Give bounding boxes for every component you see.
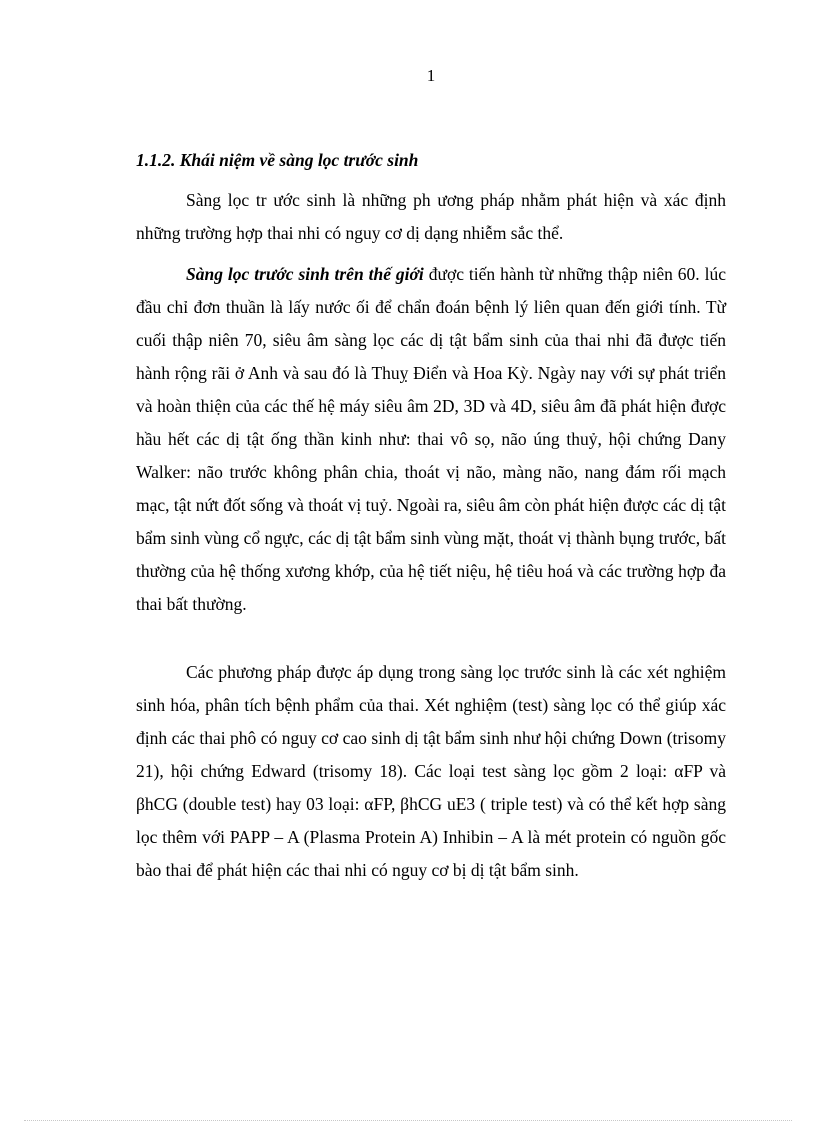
paragraph-lead-phrase: Sàng lọc trước sinh trên thế giới (186, 264, 424, 284)
section-heading: 1.1.2. Khái niệm về sàng lọc trước sinh (136, 150, 419, 170)
page-number: 1 (426, 66, 436, 85)
paragraph-body-text: được tiến hành từ những thập niên 60. lúc đầu chỉ đơn thuần là lấy nước ối để chẩn đoán bệnh lý liên quan đến giới tính. Từ cuối thập niên 70, siêu âm sàng lọc các dị tật bẩm sinh của thai nhi đã được tiến hành rộng rãi ở Anh và sau đó là Thuỵ Điển và Hoa Kỳ. Ngày nay với sự phát triển và hoàn thiện của các thế hệ máy siêu âm 2D, 3D và 4D, siêu âm đã phát hiện được hầu hết các dị tật ống thần kinh như: thai vô sọ, não úng thuỷ, hội chứng Dany Walker: não trước không phân chia, thoát vị não, màng não, nang đám rối mạch mạc, tật nứt đốt sống và thoát vị tuỷ. Ngoài ra, siêu âm còn phát hiện được các dị tật bẩm sinh vùng cổ ngực, các dị tật bẩm sinh vùng mặt, thoát vị thành bụng trước, bất thường của hệ thống xương khớp, của hệ tiết niệu, hệ tiêu hoá và các trường hợp đa thai bất thường. (136, 264, 727, 614)
page-bottom-divider (24, 1120, 792, 1121)
paragraph-worldwide-screening (136, 258, 726, 621)
paragraph-definition: Sàng lọc tr ước sinh là những ph ương pháp nhằm phát hiện và xác định những trường hợp thai nhi có nguy cơ dị dạng nhiễm sắc thể. (136, 190, 726, 243)
paragraph-screening-methods: Các phương pháp được áp dụng trong sàng lọc trước sinh là các xét nghiệm sinh hóa, phân tích bệnh phẩm của thai. Xét nghiệm (test) sàng lọc có thể giúp xác định các thai phô có nguy cơ cao sinh dị tật bẩm sinh như hội chứng Down (trisomy 21), hội chứng Edward (trisomy 18). Các loại test sàng lọc gồm 2 loại: αFP và βhCG (double test) hay 03 loại: αFP, βhCG uE3 ( triple test) và có thể kết hợp sàng lọc thêm với PAPP – A (Plasma Protein A) Inhibin – A là mét protein có nguồn gốc bào thai để phát hiện các thai nhi có nguy cơ bị dị tật bẩm sinh. (136, 662, 726, 880)
